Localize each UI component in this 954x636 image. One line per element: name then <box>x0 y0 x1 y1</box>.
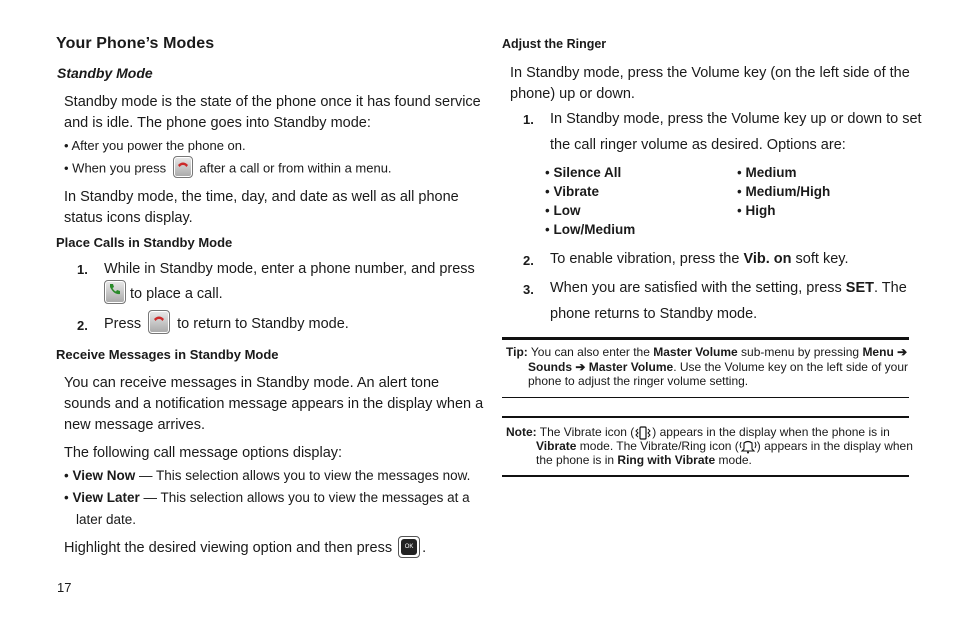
note-l2-a: Vibrate <box>536 439 577 453</box>
tip-line-1 <box>506 345 907 359</box>
place-calls-heading: Place Calls in Standby Mode <box>56 235 233 250</box>
tip-bottom-rule <box>502 397 909 398</box>
tip-l2-b: . Use the Volume key on the left side of your <box>673 360 908 374</box>
ringer-step-2 <box>550 249 848 270</box>
receive-final-post: . <box>422 540 427 556</box>
note-l2-c: ) appears in the display when <box>756 439 913 453</box>
receive-para-2: The following call message options display: <box>64 445 343 461</box>
tip-line-3: phone to adjust the ringer volume setting. <box>528 374 749 388</box>
tip-line-2 <box>528 360 908 374</box>
receive-para-1-line-2: sounds and a notification message appears in the display when a <box>64 396 484 412</box>
place-calls-step-1-line-1: While in Standby mode, enter a phone number, and press <box>104 261 475 277</box>
ringer-intro-line-1: In Standby mode, press the Volume key (on the left side of the <box>510 65 910 81</box>
note-label: Note: <box>506 425 537 439</box>
option-silence-all: • Silence All <box>545 165 622 180</box>
tip-l1-b: Master Volume <box>653 345 738 359</box>
note-l3-b: Ring with Vibrate <box>617 453 716 467</box>
view-now-label: View Now <box>72 468 136 483</box>
place-calls-step-2-number: 2. <box>77 318 88 333</box>
standby-bullet-2-post: after a call or from within a menu. <box>199 160 392 176</box>
note-top-rule <box>502 416 909 418</box>
place-calls-step-2-pre: Press <box>104 316 142 332</box>
view-later-label: View Later <box>72 490 140 505</box>
standby-bullet-2-pre: When you press <box>72 160 167 176</box>
option-low-label: Low <box>553 203 581 218</box>
ringer-step-2-post: soft key. <box>791 251 849 267</box>
receive-para-1-line-1: You can receive messages in Standby mode. An alert tone <box>64 375 440 391</box>
place-calls-step-2 <box>104 314 349 335</box>
standby-para-2-line-2: status icons display. <box>64 210 193 226</box>
tip-top-rule <box>502 337 909 340</box>
option-high-label: High <box>745 203 776 218</box>
tip-l1-c: sub-menu by pressing <box>737 345 863 359</box>
note-bottom-rule <box>502 475 909 477</box>
set-softkey-label: SET <box>845 280 874 296</box>
standby-para-1-line-2: and is idle. The phone goes into Standby mode: <box>64 115 371 131</box>
ringer-step-3-line-1 <box>550 278 907 299</box>
option-medium-high: • Medium/High <box>737 184 831 199</box>
send-key-icon <box>104 280 126 304</box>
option-silence-all-label: Silence All <box>553 165 622 180</box>
ringer-step-3-pre: When you are satisfied with the setting, press <box>550 280 846 296</box>
standby-bullet-2: • When you press after a call or from within a menu. <box>64 160 392 178</box>
ringer-step-1-line-1: In Standby mode, press the Volume key up or down to set <box>550 111 922 127</box>
page-number: 17 <box>57 580 72 595</box>
standby-para-1-line-1: Standby mode is the state of the phone once it has found service <box>64 94 481 110</box>
note-l1-a: The Vibrate icon ( <box>539 425 635 439</box>
standby-bullet-1-text: After you power the phone on. <box>71 138 246 153</box>
ringer-step-1-line-2: the call ringer volume as desired. Options are: <box>550 137 846 153</box>
option-low-medium-label: Low/Medium <box>553 222 636 237</box>
ringer-step-3-post: . The <box>874 280 907 296</box>
option-high: • High <box>737 203 776 218</box>
note-line-1 <box>506 425 890 440</box>
option-medium: • Medium <box>737 165 797 180</box>
ok-key-label: OK <box>401 539 417 555</box>
option-medium-label: Medium <box>745 165 797 180</box>
end-call-key-icon-2 <box>148 310 170 334</box>
tip-l1-d: Menu ➔ <box>862 345 908 359</box>
ringer-step-2-number: 2. <box>523 253 534 268</box>
view-later-option: • View Later — This selection allows you to view the messages at a <box>64 490 470 505</box>
receive-final-pre: Highlight the desired viewing option and then press <box>64 540 393 556</box>
option-vibrate-label: Vibrate <box>553 184 600 199</box>
receive-para-1-line-3: new message arrives. <box>64 417 206 433</box>
view-later-description-line-2: later date. <box>76 512 137 527</box>
note-l2-b: mode. The Vibrate/Ring icon ( <box>576 439 739 453</box>
place-calls-step-1-number: 1. <box>77 262 88 277</box>
standby-bullet-1: • After you power the phone on. <box>64 138 246 153</box>
option-low: • Low <box>545 203 581 218</box>
tip-label: Tip: <box>506 345 528 359</box>
adjust-ringer-heading: Adjust the Ringer <box>502 37 607 51</box>
vib-on-softkey-label: Vib. on <box>743 251 792 267</box>
end-call-key-icon <box>173 156 193 178</box>
note-line-2 <box>536 439 913 454</box>
option-vibrate: • Vibrate <box>545 184 600 199</box>
ringer-step-3-line-2: phone returns to Standby mode. <box>550 306 758 322</box>
ok-key-icon <box>398 536 420 558</box>
view-now-description: — This selection allows you to view the messages now. <box>135 468 471 483</box>
tip-l1-a: You can also enter the <box>530 345 654 359</box>
ringer-step-1-number: 1. <box>523 112 534 127</box>
tip-l2-a: Sounds ➔ Master Volume <box>528 360 674 374</box>
option-medium-high-label: Medium/High <box>745 184 831 199</box>
note-l3-a: the phone is in <box>536 453 618 467</box>
place-calls-step-1-line-2 <box>104 284 223 305</box>
place-calls-step-1-text-2: to place a call. <box>130 286 223 302</box>
page-title: Your Phone’s Modes <box>56 35 215 52</box>
vibrate-ring-icon <box>739 440 757 454</box>
view-later-description: — This selection allows you to view the messages at a <box>139 490 470 505</box>
ringer-step-2-pre: To enable vibration, press the <box>550 251 744 267</box>
ringer-step-3-number: 3. <box>523 282 534 297</box>
option-low-medium: • Low/Medium <box>545 222 636 237</box>
ringer-intro-line-2: phone) up or down. <box>510 86 635 102</box>
view-now-option: • View Now — This selection allows you to view the messages now. <box>64 468 471 483</box>
note-l1-b: ) appears in the display when the phone is in <box>652 425 890 439</box>
standby-mode-heading: Standby Mode <box>57 65 153 81</box>
note-line-3 <box>536 453 752 467</box>
receive-messages-heading: Receive Messages in Standby Mode <box>56 347 279 362</box>
standby-para-2-line-1: In Standby mode, the time, day, and date as well as all phone <box>64 189 459 205</box>
receive-final-line <box>64 538 426 559</box>
vibrate-icon <box>634 426 652 440</box>
note-l3-c: mode. <box>715 453 752 467</box>
place-calls-step-2-post: to return to Standby mode. <box>177 316 349 332</box>
